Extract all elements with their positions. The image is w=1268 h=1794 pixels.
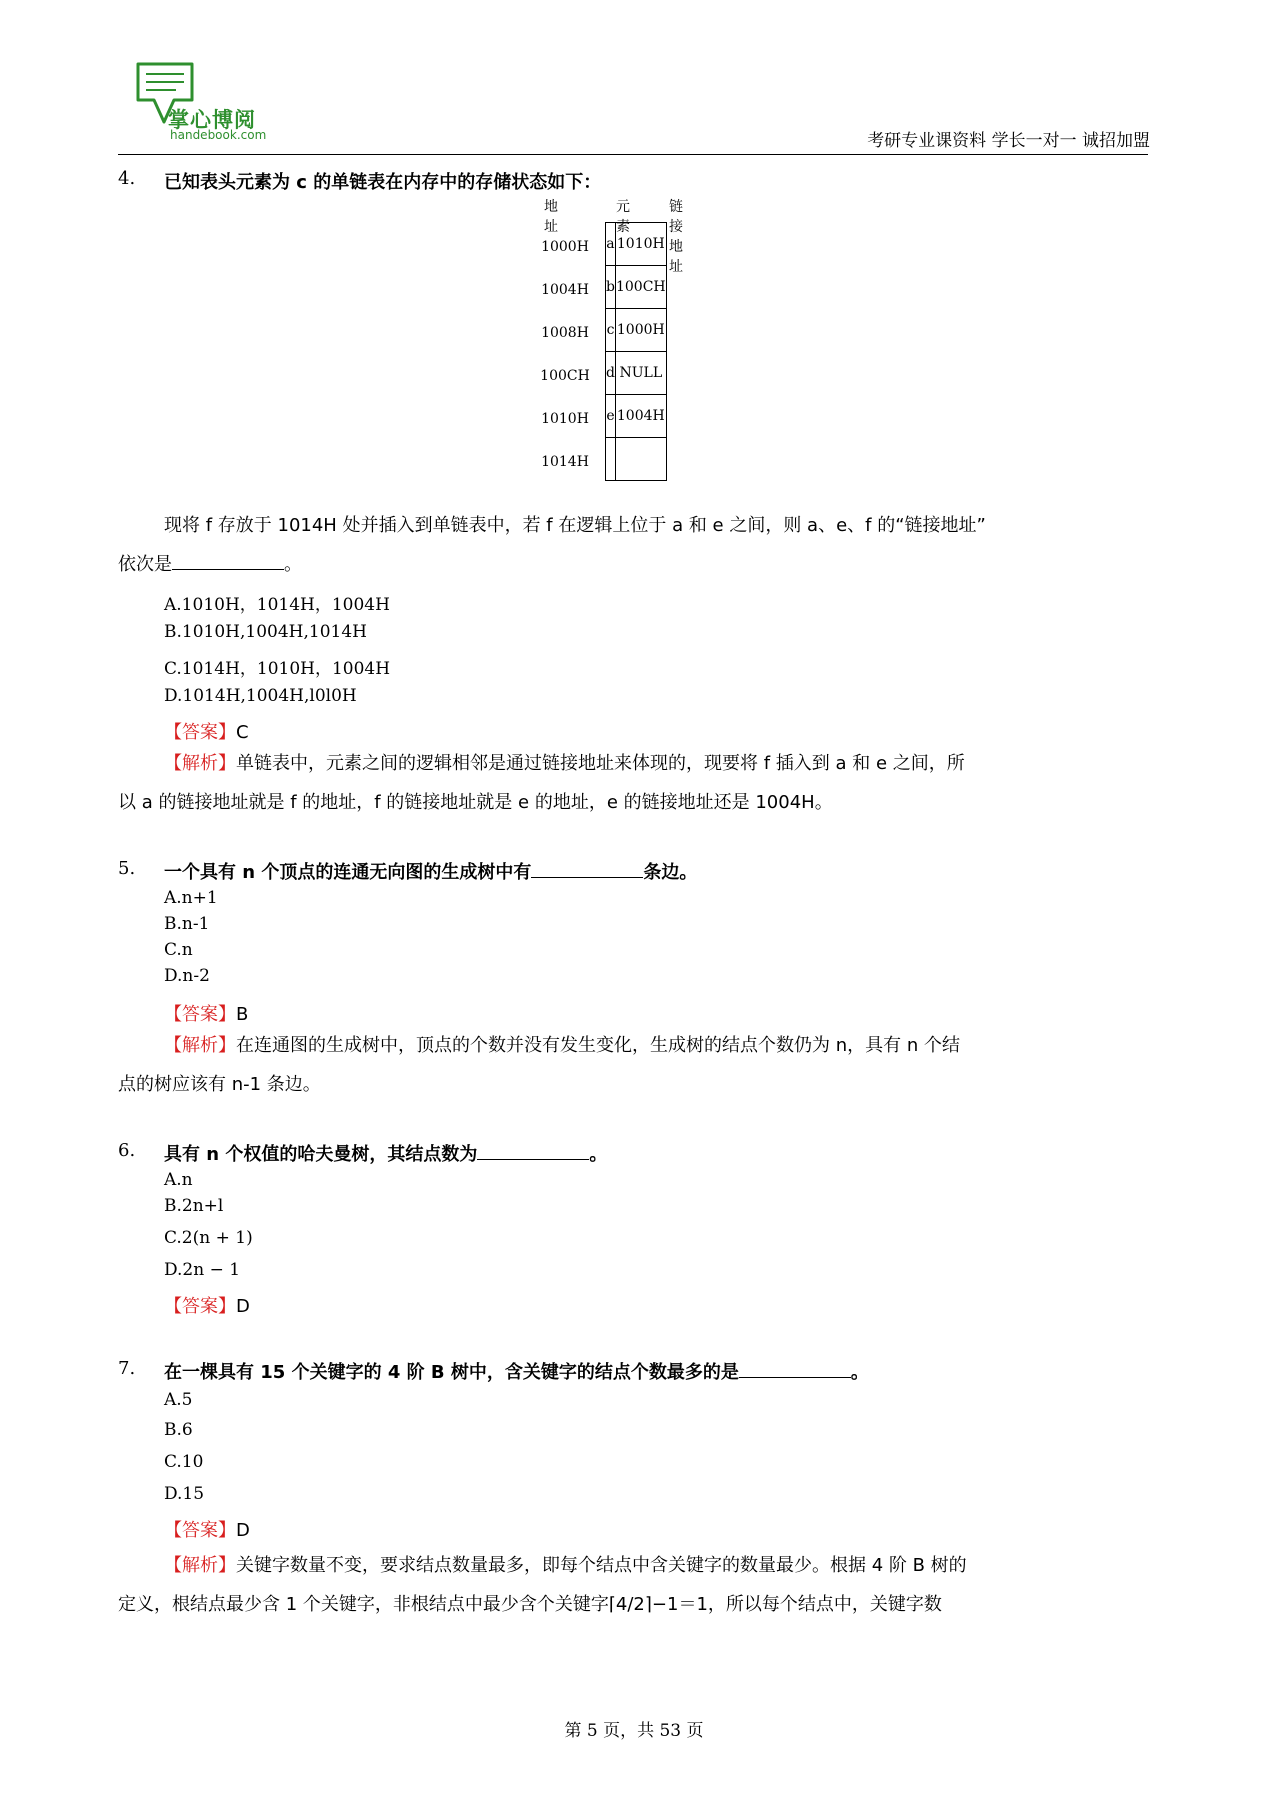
table-header-element: 元素	[616, 199, 630, 235]
analysis-text: 关键字数量不变，要求结点数量最多，即每个结点中含关键字的数量最少。根据 4 阶 B 树的	[236, 1555, 967, 1576]
question-stem	[164, 858, 697, 884]
option-c: C.10	[164, 1452, 204, 1472]
option-c: C.1014H，1010H，1004H	[164, 659, 391, 679]
logo-url: handebook.com	[170, 128, 267, 142]
analysis-line-cont: 以 a 的链接地址就是 f 的地址，f 的链接地址就是 e 的地址，e 的链接地址还是 1004H。	[118, 792, 833, 813]
analysis-line	[164, 1546, 967, 1585]
desc-suffix: 。	[284, 554, 302, 575]
analysis-label: 【解析】	[164, 753, 236, 774]
analysis-text: 单链表中，元素之间的逻辑相邻是通过链接地址来体现的，现要将 f 插入到 a 和 e 之间，所	[236, 753, 965, 774]
table-header-link: 链接地址	[669, 199, 683, 275]
cell-element: d	[606, 352, 616, 395]
answer-line	[164, 718, 249, 744]
option-d: D.15	[164, 1484, 205, 1504]
answer-blank	[172, 553, 284, 570]
answer-value: C	[236, 722, 249, 743]
option-a: A.5	[164, 1390, 193, 1410]
answer-value: D	[236, 1520, 250, 1541]
answer-line	[164, 1292, 250, 1318]
answer-value: B	[236, 1004, 249, 1025]
option-c: C.n	[164, 940, 193, 960]
row-address: 100CH	[540, 368, 590, 384]
question-description-cont	[118, 545, 302, 584]
cell-element: a	[606, 223, 616, 266]
node-table	[605, 222, 667, 481]
question-description: 现将 f 存放于 1014H 处并插入到单链表中，若 f 在逻辑上位于 a 和 e 之间，则 a、e、f 的“链接地址”	[164, 515, 986, 536]
question-stem: 已知表头元素为 c 的单链表在内存中的存储状态如下：	[164, 172, 602, 193]
analysis-label: 【解析】	[164, 1555, 236, 1576]
analysis-label: 【解析】	[164, 1035, 236, 1056]
cell-element	[606, 438, 616, 481]
table-row	[606, 266, 667, 309]
table-row	[606, 395, 667, 438]
option-c: C.2(n + 1)	[164, 1228, 253, 1248]
table-row	[606, 309, 667, 352]
answer-line	[164, 1516, 250, 1542]
analysis-line	[164, 744, 965, 783]
cell-link: 1004H	[615, 395, 666, 438]
header-tagline: 考研专业课资料 学长一对一 诚招加盟	[867, 131, 1150, 151]
question-number: 5.	[118, 858, 136, 879]
answer-label: 【答案】	[164, 1296, 236, 1317]
row-address: 1014H	[541, 454, 589, 470]
cell-link: 100CH	[615, 266, 666, 309]
page-number: 第 5 页，共 53 页	[564, 1721, 704, 1741]
header-divider	[118, 154, 1148, 155]
stem-suffix: 。	[589, 1144, 608, 1165]
question-number: 4.	[118, 168, 136, 189]
option-a: A.1010H，1014H，1004H	[164, 595, 390, 615]
table-row	[606, 223, 667, 266]
table-row	[606, 352, 667, 395]
question-number: 7.	[118, 1358, 136, 1379]
answer-label: 【答案】	[164, 1520, 236, 1541]
analysis-line	[164, 1026, 960, 1065]
desc-prefix: 依次是	[118, 554, 172, 575]
option-b: B.6	[164, 1420, 193, 1440]
answer-value: D	[236, 1296, 250, 1317]
option-d: D.1014H,1004H,l0l0H	[164, 686, 357, 706]
answer-line	[164, 1000, 248, 1026]
stem-suffix: 条边。	[643, 862, 698, 883]
table-row	[606, 438, 667, 481]
question-stem	[164, 1358, 869, 1384]
answer-label: 【答案】	[164, 1004, 236, 1025]
option-d: D.2n − 1	[164, 1260, 241, 1280]
answer-blank	[739, 1361, 851, 1378]
row-address: 1004H	[541, 282, 589, 298]
table-header-address: 地址	[544, 199, 558, 235]
analysis-text: 在连通图的生成树中，顶点的个数并没有发生变化，生成树的结点个数仍为 n，具有 n 个结	[236, 1035, 960, 1056]
option-d: D.n-2	[164, 966, 210, 986]
answer-blank	[531, 861, 643, 878]
stem-prefix: 一个具有 n 个顶点的连通无向图的生成树中有	[164, 862, 532, 883]
question-stem	[164, 1140, 607, 1166]
stem-prefix: 在一棵具有 15 个关键字的 4 阶 B 树中，含关键字的结点个数最多的是	[164, 1362, 739, 1383]
row-address: 1008H	[541, 325, 589, 341]
question-number: 6.	[118, 1140, 136, 1161]
option-b: B.n-1	[164, 914, 210, 934]
cell-element: b	[606, 266, 616, 309]
answer-blank	[477, 1143, 589, 1160]
analysis-line-cont: 定义，根结点最少含 1 个关键字，非根结点中最少含个关键字⌈4/2⌉−1＝1，所以每个结点中，关键字数	[118, 1594, 942, 1615]
row-address: 1000H	[541, 239, 589, 255]
answer-label: 【答案】	[164, 722, 236, 743]
cell-element: e	[606, 395, 616, 438]
row-address: 1010H	[541, 411, 589, 427]
option-b: B.1010H,1004H,1014H	[164, 622, 367, 642]
cell-link: NULL	[615, 352, 666, 395]
option-a: A.n+1	[164, 888, 218, 908]
analysis-line-cont: 点的树应该有 n-1 条边。	[118, 1074, 321, 1095]
cell-link: 1000H	[615, 309, 666, 352]
option-b: B.2n+l	[164, 1196, 224, 1216]
stem-prefix: 具有 n 个权值的哈夫曼树，其结点数为	[164, 1144, 478, 1165]
cell-link	[615, 438, 666, 481]
option-a: A.n	[164, 1170, 193, 1190]
logo-name: 掌心博阅	[168, 108, 256, 132]
stem-suffix: 。	[850, 1362, 869, 1383]
cell-element: c	[606, 309, 616, 352]
cell-link: 1010H	[615, 223, 666, 266]
